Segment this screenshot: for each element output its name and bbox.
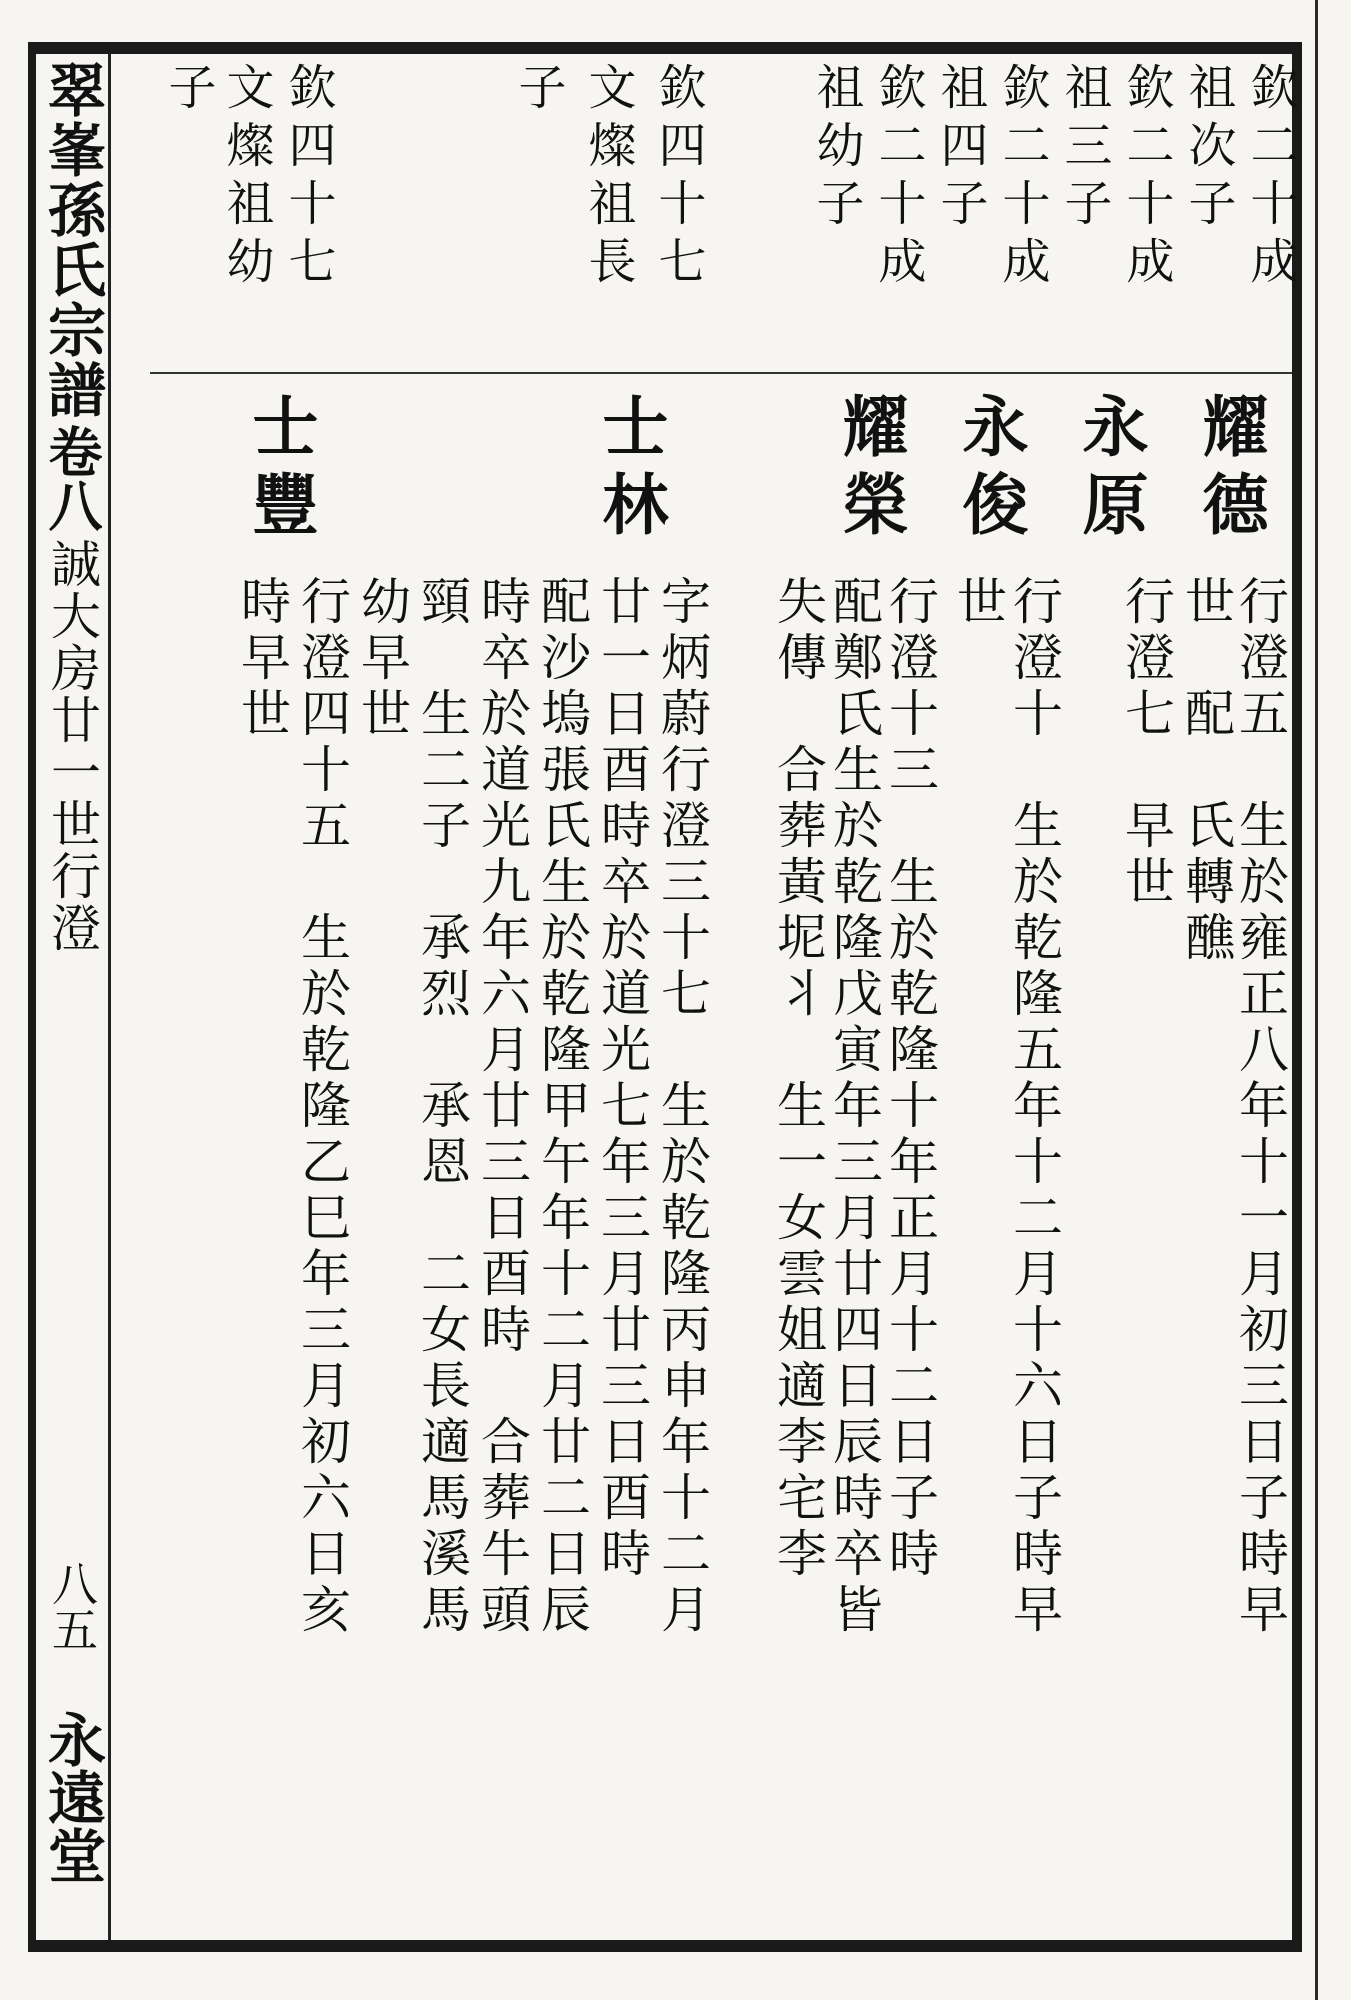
record-line: 頸 生二子 承烈 承恩 二女長適馬溪馬 xyxy=(413,575,471,1639)
person-name: 耀德 xyxy=(1191,392,1269,548)
person-name: 士林 xyxy=(591,392,669,548)
father-ref: 祖幼子 xyxy=(808,62,864,236)
father-ref: 祖次子 xyxy=(1180,62,1236,236)
father-ref: 欽二十成 xyxy=(994,62,1050,294)
record-line: 世 配 氏轉醮 xyxy=(1177,575,1235,967)
register-divider xyxy=(150,372,1292,374)
record-line: 字炳蔚行澄三十七 生於乾隆丙申年十二月 xyxy=(653,575,711,1639)
record-line: 行澄四十五 生於乾隆乙巳年三月初六日亥 xyxy=(293,575,351,1639)
spine-divider xyxy=(108,54,111,1940)
father-ref: 欽二十成 xyxy=(870,62,926,294)
record-line: 世 xyxy=(949,575,1007,631)
record-line: 配沙塢張氏生於乾隆甲午年十二月廿二日辰 xyxy=(533,575,591,1639)
person-name: 耀榮 xyxy=(831,392,909,548)
volume-label: 卷八 xyxy=(40,424,104,532)
person-name: 永俊 xyxy=(951,392,1029,548)
father-ref: 祖四子 xyxy=(932,62,988,236)
father-ref: 祖三子 xyxy=(1056,62,1112,236)
page-spine xyxy=(36,60,108,1930)
record-line: 失傳 合葬黃坭丬 生一女雲姐適李宅李 xyxy=(769,575,827,1583)
record-line: 時早世 xyxy=(233,575,291,743)
father-ref: 文燦祖幼 xyxy=(218,62,274,294)
frame-top-border xyxy=(28,42,1300,54)
father-ref: 文燦祖長 xyxy=(580,62,636,294)
record-line: 行澄五 生於雍正八年十一月初三日子時早 xyxy=(1231,575,1289,1639)
father-ref: 欽二十成 xyxy=(1118,62,1174,294)
record-line: 行澄十三 生於乾隆十年正月十二日子時 xyxy=(881,575,939,1583)
hall-name: 永遠堂 xyxy=(38,1710,106,1884)
person-name: 永原 xyxy=(1071,392,1149,548)
record-line: 廿一日酉時卒於道光七年三月廿三日酉時 xyxy=(593,575,651,1583)
father-ref: 子 xyxy=(510,62,566,120)
frame-left-border xyxy=(28,42,36,1952)
book-title: 翠峯孫氏宗譜 xyxy=(38,60,106,420)
father-ref: 子 xyxy=(160,62,216,120)
record-line: 行澄十 生於乾隆五年十二月十六日子時早 xyxy=(1005,575,1063,1639)
father-ref: 欽四十七 xyxy=(280,62,336,294)
frame-right-border xyxy=(1292,42,1302,1952)
page-number: 八五 xyxy=(45,1560,99,1652)
record-line: 時卒於道光九年六月廿三日酉時 合葬牛頭 xyxy=(473,575,531,1639)
father-ref: 欽二十成 xyxy=(1242,62,1298,294)
record-line: 幼早世 xyxy=(353,575,411,743)
record-line: 行澄七 早世 xyxy=(1117,575,1175,911)
frame-bottom-border xyxy=(28,1940,1300,1952)
father-ref: 欽四十七 xyxy=(650,62,706,294)
person-name: 士豐 xyxy=(241,392,319,548)
section-label: 誠大房廿一世行澄 xyxy=(43,538,101,954)
record-line: 配鄭氏生於乾隆戊寅年三月廿四日辰時卒皆 xyxy=(825,575,883,1639)
page-edge-line xyxy=(1315,0,1318,2000)
